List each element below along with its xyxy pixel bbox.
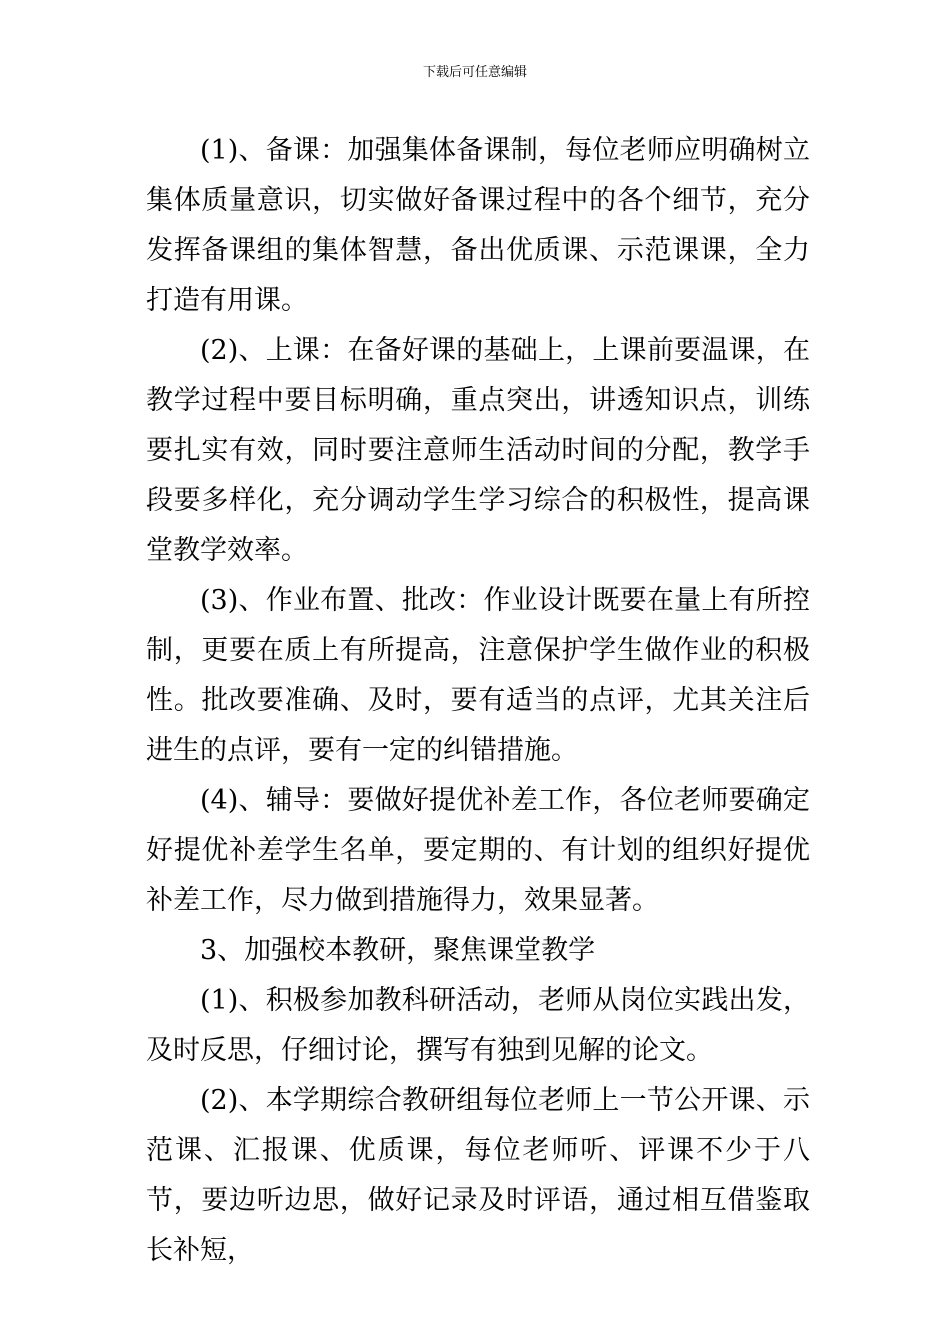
- paragraph-open-class: (2)、本学期综合教研组每位老师上一节公开课、示范课、汇报课、优质课，每位老师听、评课不少于八节，要边听边思，做好记录及时评语，通过相互借鉴取长补短，: [146, 1085, 810, 1266]
- paragraph-homework: (3)、作业布置、批改：作业设计既要在量上有所控制，更要在质上有所提高，注意保护学生做作业的积极性。批改要准确、及时，要有适当的点评，尤其关注后进生的点评，要有一定的纠错措施。: [146, 585, 810, 766]
- section-heading: 3、加强校本教研，聚焦课堂教学: [200, 935, 596, 966]
- paragraph-research: (1)、积极参加教科研活动，老师从岗位实践出发，及时反思，仔细讨论，撰写有独到见解的论文。: [146, 985, 810, 1066]
- document-body: [146, 126, 810, 1276]
- page-header: 下载后可任意编辑: [422, 65, 527, 80]
- paragraph-lesson-prep: (1)、备课：加强集体备课制，每位老师应明确树立集体质量意识，切实做好备课过程中的各个细节，充分发挥备课组的集体智慧，备出优质课、示范课课，全力打造有用课。: [146, 135, 810, 316]
- paragraph-teaching: (2)、上课：在备好课的基础上，上课前要温课，在教学过程中要目标明确，重点突出，讲透知识点，训练要扎实有效，同时要注意师生活动时间的分配，教学手段要多样化，充分调动学生学习综合的积极性，提高课堂教学效率。: [146, 335, 810, 566]
- paragraph-tutoring: (4)、辅导：要做好提优补差工作，各位老师要确定好提优补差学生名单，要定期的、有计划的组织好提优补差工作，尽力做到措施得力，效果显著。: [146, 785, 810, 916]
